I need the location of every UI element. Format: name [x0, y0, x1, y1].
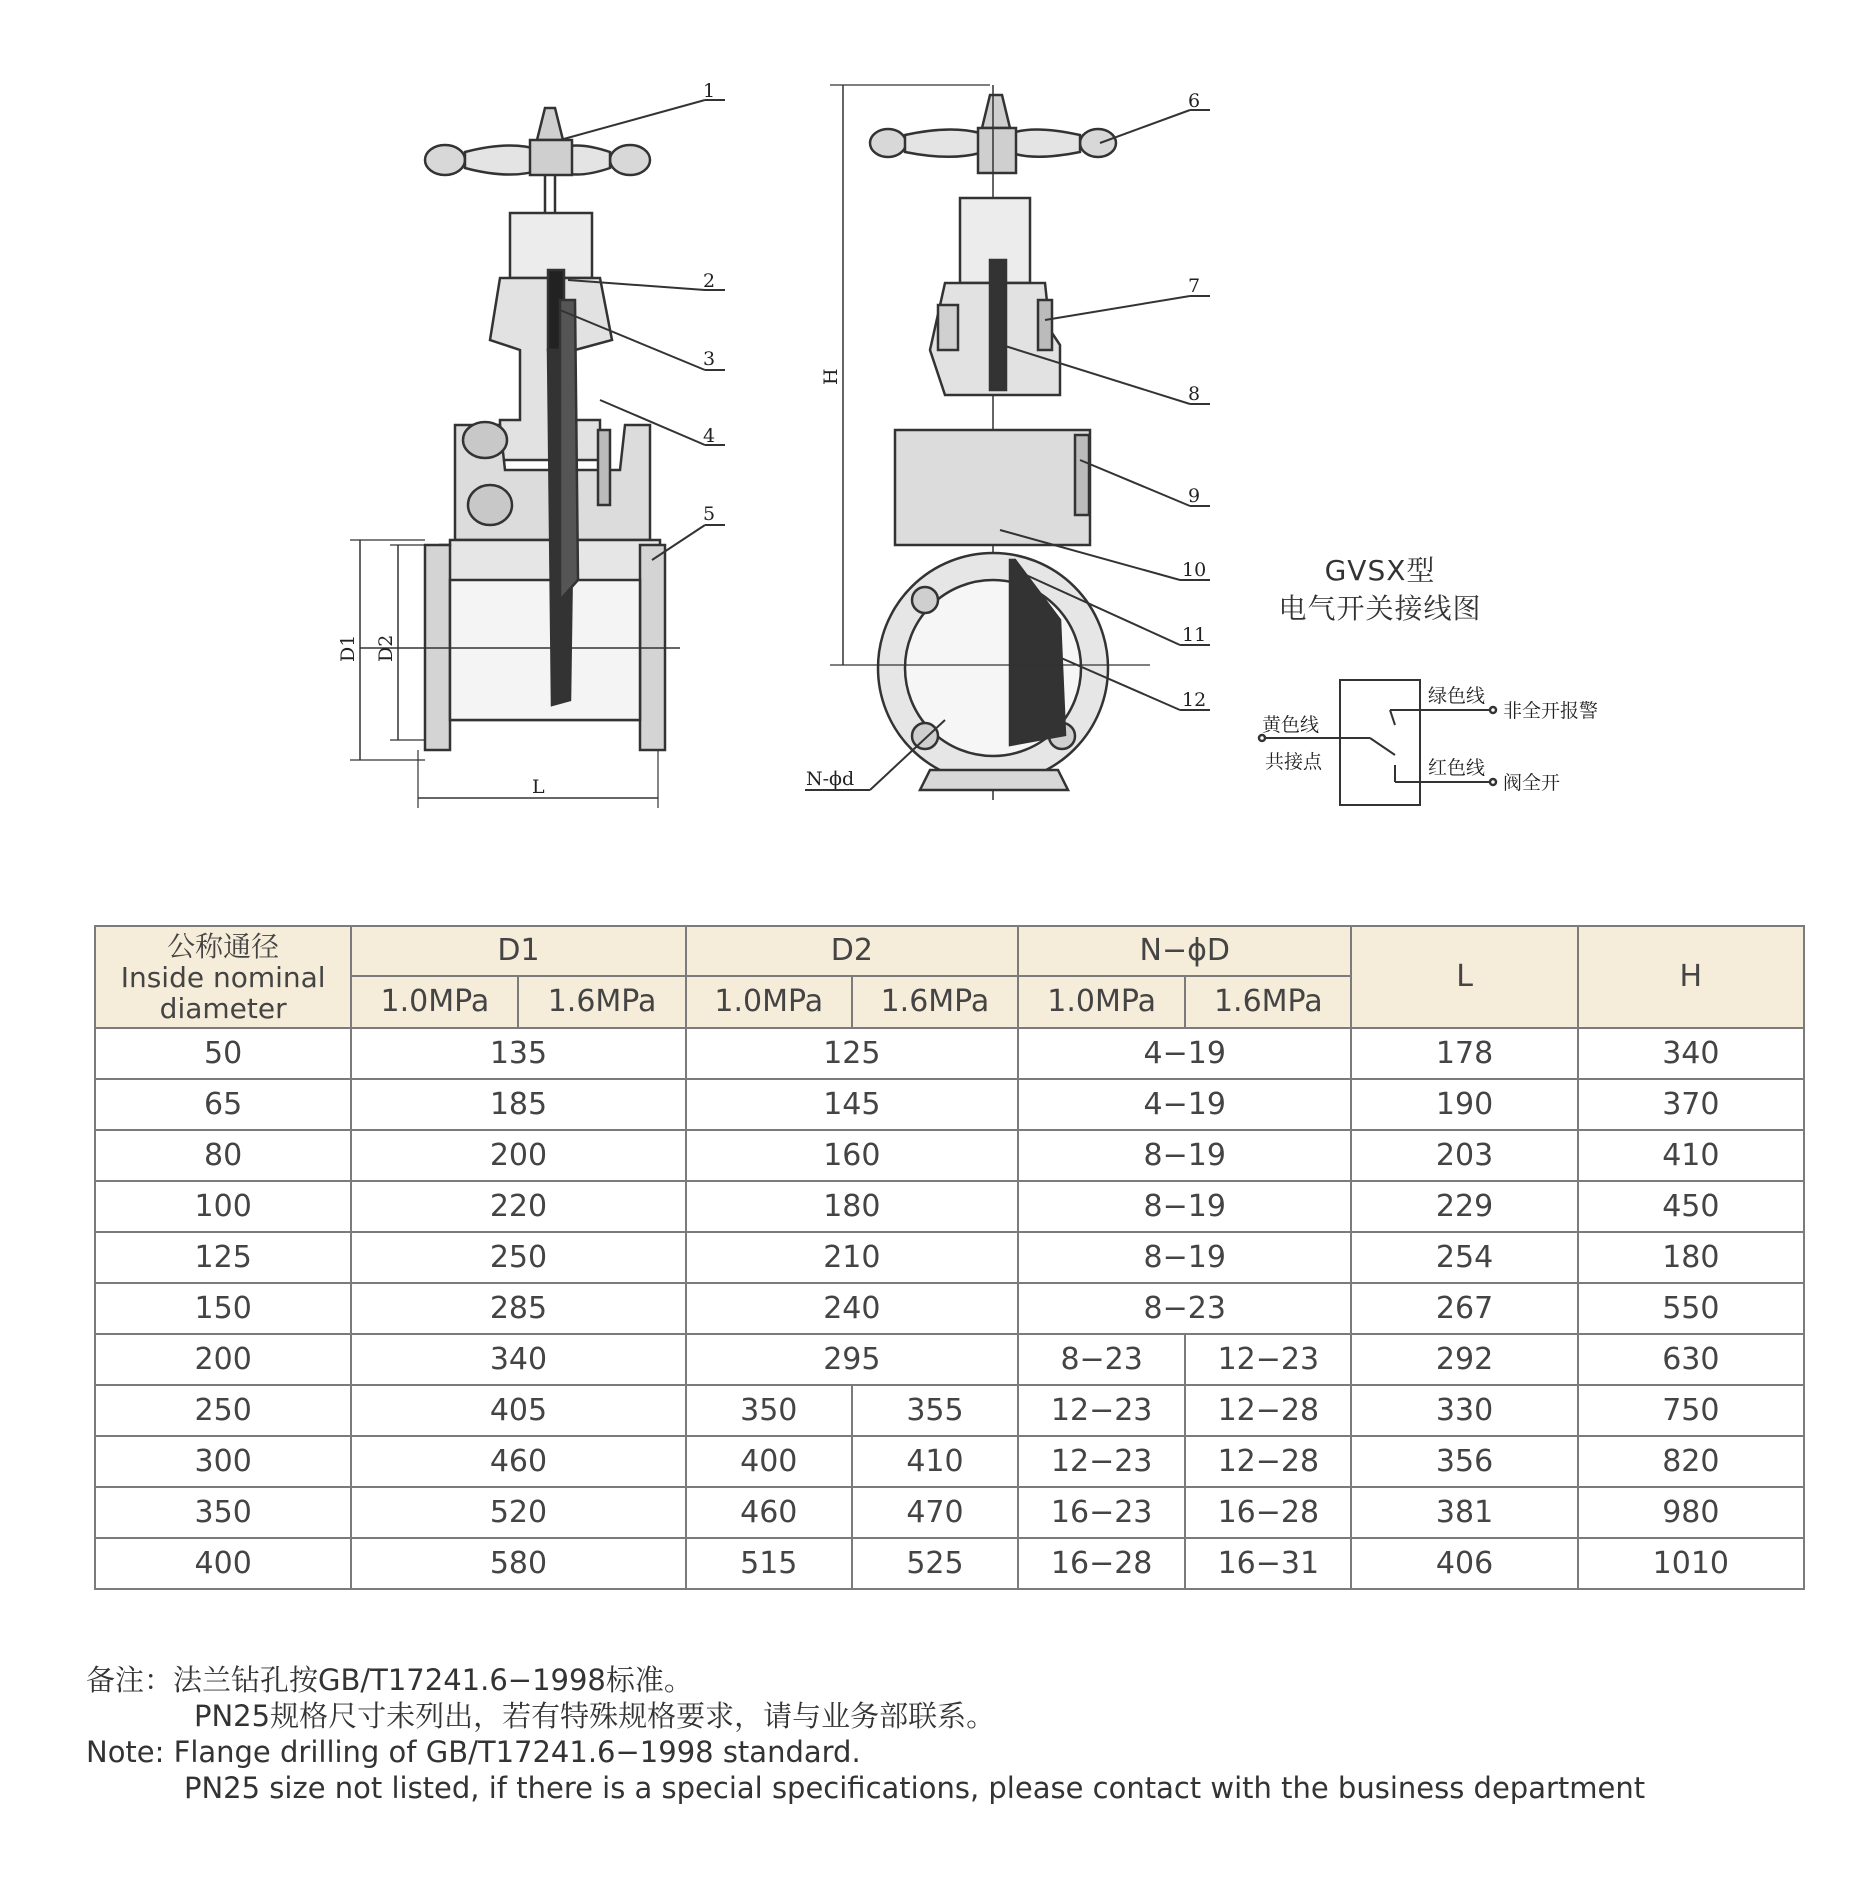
header-nd-16mpa: 1.6MPa — [1185, 976, 1351, 1028]
cell-dn: 400 — [95, 1538, 351, 1589]
cell-d2-10mpa: 350 — [686, 1385, 852, 1436]
cell-d2-16mpa: 410 — [852, 1436, 1018, 1487]
cell-h: 550 — [1578, 1283, 1804, 1334]
cell-d2-10mpa: 460 — [686, 1487, 852, 1538]
cell-l: 292 — [1351, 1334, 1577, 1385]
cell-d1: 135 — [351, 1028, 685, 1079]
cell-d1: 460 — [351, 1436, 685, 1487]
part-number-3: 3 — [703, 348, 716, 370]
part-number-7: 7 — [1188, 275, 1201, 297]
table-row — [95, 1436, 1804, 1487]
part-number-12: 12 — [1182, 689, 1207, 711]
note-cn-1: 备注：法兰钻孔按GB/T17241.6−1998标准。 — [86, 1663, 693, 1697]
note-cn-2: PN25规格尺寸未列出，若有特殊规格要求，请与业务部联系。 — [194, 1699, 996, 1733]
wire-common-label: 共接点 — [1265, 751, 1323, 773]
table-row — [95, 1385, 1804, 1436]
cell-d2: 240 — [686, 1283, 1018, 1334]
cell-d2-16mpa: 355 — [852, 1385, 1018, 1436]
cell-nd-16mpa: 16−28 — [1185, 1487, 1351, 1538]
dim-label-l: L — [532, 776, 545, 798]
cell-h: 370 — [1578, 1079, 1804, 1130]
cell-dn: 350 — [95, 1487, 351, 1538]
cell-l: 229 — [1351, 1181, 1577, 1232]
cell-d2: 145 — [686, 1079, 1018, 1130]
cell-h: 980 — [1578, 1487, 1804, 1538]
note-en-2: PN25 size not listed, if there is a special specifications, please contact with the business department — [184, 1771, 1646, 1805]
table-row — [95, 1028, 1804, 1079]
note-en-1: Note: Flange drilling of GB/T17241.6−1998 standard. — [86, 1735, 861, 1769]
header-d1-16mpa: 1.6MPa — [518, 976, 685, 1028]
cell-l: 178 — [1351, 1028, 1577, 1079]
part-number-11: 11 — [1182, 624, 1207, 646]
cell-l: 330 — [1351, 1385, 1577, 1436]
part-number-4: 4 — [703, 425, 716, 447]
cell-dn: 65 — [95, 1079, 351, 1130]
cell-d1: 405 — [351, 1385, 685, 1436]
cell-d2: 210 — [686, 1232, 1018, 1283]
cell-d2: 180 — [686, 1181, 1018, 1232]
header-d1: D1 — [351, 926, 685, 976]
cell-h: 630 — [1578, 1334, 1804, 1385]
cell-nd-16mpa: 12−28 — [1185, 1385, 1351, 1436]
cell-h: 340 — [1578, 1028, 1804, 1079]
header-d2-16mpa: 1.6MPa — [852, 976, 1018, 1028]
cell-l: 356 — [1351, 1436, 1577, 1487]
cell-dn: 300 — [95, 1436, 351, 1487]
table-row — [95, 1232, 1804, 1283]
wiring-diagram-title — [1230, 552, 1530, 628]
cell-nd: 8−19 — [1018, 1130, 1351, 1181]
cell-d2-16mpa: 525 — [852, 1538, 1018, 1589]
cell-d2-10mpa: 515 — [686, 1538, 852, 1589]
cell-l: 190 — [1351, 1079, 1577, 1130]
wiring-title-caption: 电气开关接线图 — [1278, 592, 1482, 625]
header-nd-10mpa: 1.0MPa — [1018, 976, 1185, 1028]
header-l: L — [1351, 926, 1577, 1028]
cell-dn: 50 — [95, 1028, 351, 1079]
wire-yellow-label: 黄色线 — [1262, 714, 1320, 736]
table-row — [95, 1130, 1804, 1181]
cell-d2-16mpa: 470 — [852, 1487, 1018, 1538]
cell-l: 406 — [1351, 1538, 1577, 1589]
cell-l: 254 — [1351, 1232, 1577, 1283]
cell-dn: 150 — [95, 1283, 351, 1334]
cell-h: 180 — [1578, 1232, 1804, 1283]
cell-nd: 8−23 — [1018, 1283, 1351, 1334]
table-row — [95, 1283, 1804, 1334]
part-number-5: 5 — [703, 503, 716, 525]
valve-drawing — [0, 0, 1868, 880]
cell-d1: 340 — [351, 1334, 685, 1385]
cell-h: 450 — [1578, 1181, 1804, 1232]
cell-nd-10mpa: 8−23 — [1018, 1334, 1185, 1385]
part-number-9: 9 — [1188, 485, 1201, 507]
table-header-row — [95, 926, 1804, 976]
wiring-title-model: GVSX型 — [1324, 554, 1436, 587]
wire-alarm-label: 非全开报警 — [1503, 700, 1599, 722]
header-d2-10mpa: 1.0MPa — [686, 976, 852, 1028]
cell-h: 1010 — [1578, 1538, 1804, 1589]
cell-d2-10mpa: 400 — [686, 1436, 852, 1487]
wire-full-open-label: 阀全开 — [1503, 772, 1561, 794]
table-row — [95, 1487, 1804, 1538]
dim-label-bolt: N-ϕd — [806, 768, 855, 790]
cell-l: 203 — [1351, 1130, 1577, 1181]
cell-d1: 580 — [351, 1538, 685, 1589]
cell-nd-16mpa: 12−23 — [1185, 1334, 1351, 1385]
part-number-1: 1 — [703, 80, 716, 102]
cell-d1: 520 — [351, 1487, 685, 1538]
cell-h: 750 — [1578, 1385, 1804, 1436]
cell-d1: 285 — [351, 1283, 685, 1334]
cell-l: 381 — [1351, 1487, 1577, 1538]
dim-label-h: H — [820, 368, 842, 385]
header-d1-10mpa: 1.0MPa — [351, 976, 518, 1028]
cell-nd-16mpa: 12−28 — [1185, 1436, 1351, 1487]
cell-dn: 125 — [95, 1232, 351, 1283]
cell-h: 820 — [1578, 1436, 1804, 1487]
cell-nd-10mpa: 12−23 — [1018, 1436, 1185, 1487]
right-valve-body — [805, 85, 1210, 800]
left-valve-body — [350, 100, 725, 808]
table-row — [95, 1181, 1804, 1232]
dim-label-d2: D2 — [375, 634, 397, 662]
part-number-2: 2 — [703, 270, 716, 292]
table-row — [95, 1538, 1804, 1589]
cell-l: 267 — [1351, 1283, 1577, 1334]
cell-d2: 125 — [686, 1028, 1018, 1079]
table-row — [95, 1079, 1804, 1130]
notes-section — [86, 1662, 1806, 1806]
cell-d2: 160 — [686, 1130, 1018, 1181]
part-number-10: 10 — [1182, 559, 1207, 581]
header-h: H — [1578, 926, 1804, 1028]
cell-nd: 8−19 — [1018, 1232, 1351, 1283]
header-n-d: N−ϕD — [1018, 926, 1351, 976]
cell-dn: 100 — [95, 1181, 351, 1232]
header-nominal-diameter: 公称通径 Inside nominal diameter — [95, 926, 351, 1028]
part-number-8: 8 — [1188, 383, 1201, 405]
cell-d1: 220 — [351, 1181, 685, 1232]
part-number-6: 6 — [1188, 90, 1201, 112]
cell-nd: 4−19 — [1018, 1079, 1351, 1130]
cell-nd-16mpa: 16−31 — [1185, 1538, 1351, 1589]
cell-dn: 250 — [95, 1385, 351, 1436]
cell-d1: 250 — [351, 1232, 685, 1283]
cell-h: 410 — [1578, 1130, 1804, 1181]
header-d2: D2 — [686, 926, 1018, 976]
cell-d1: 185 — [351, 1079, 685, 1130]
table-row — [95, 1334, 1804, 1385]
cell-nd-10mpa: 12−23 — [1018, 1385, 1185, 1436]
wire-red-label: 红色线 — [1428, 757, 1486, 779]
cell-dn: 80 — [95, 1130, 351, 1181]
cell-d1: 200 — [351, 1130, 685, 1181]
cell-nd: 4−19 — [1018, 1028, 1351, 1079]
wire-green-label: 绿色线 — [1428, 685, 1486, 707]
dimension-table — [94, 925, 1805, 1590]
cell-nd-10mpa: 16−28 — [1018, 1538, 1185, 1589]
cell-dn: 200 — [95, 1334, 351, 1385]
dim-label-d1: D1 — [337, 634, 359, 662]
cell-nd: 8−19 — [1018, 1181, 1351, 1232]
cell-nd-10mpa: 16−23 — [1018, 1487, 1185, 1538]
cell-d2: 295 — [686, 1334, 1018, 1385]
